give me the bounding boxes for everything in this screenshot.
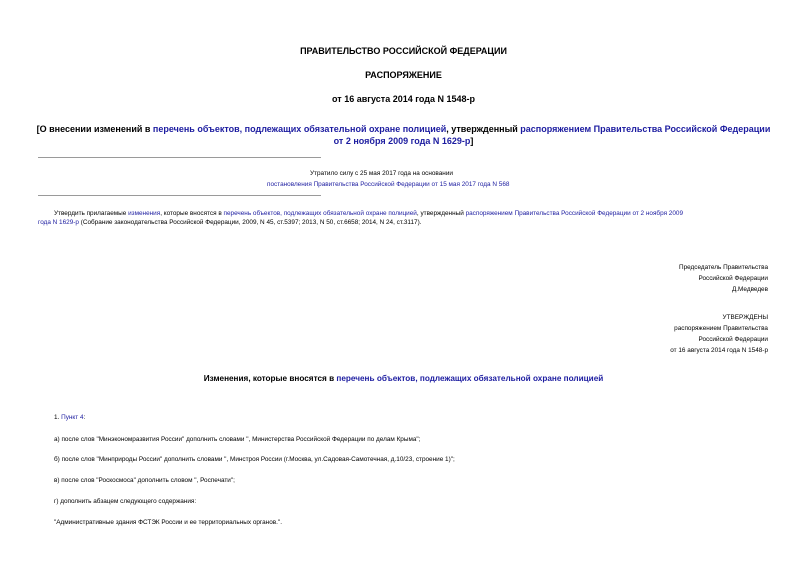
changes-link[interactable]: изменения — [128, 210, 161, 217]
government-heading: ПРАВИТЕЛЬСТВО РОССИЙСКОЙ ФЕДЕРАЦИИ — [300, 46, 507, 56]
changes-heading-link[interactable]: перечень объектов, подлежащих обязательной охране полицией — [336, 374, 604, 383]
paragraph-text-2: , которые вносятся в — [160, 210, 224, 217]
order-link[interactable]: распоряжением Правительства Российской Федерации от 2 ноября 2009 — [465, 210, 684, 217]
item-a: а) после слов "Минэкономразвития России" дополнить словами ", Министерства Российской Федерации по делам Крыма"; — [54, 436, 421, 443]
main-paragraph — [38, 209, 768, 227]
title-line-1 — [0, 123, 807, 135]
object-list-link[interactable]: перечень объектов, подлежащих обязательной охране полицией — [223, 210, 417, 217]
approval-block — [670, 312, 768, 356]
point-4-link[interactable]: Пункт 4 — [61, 414, 84, 421]
approval-line-3: Российской Федерации — [698, 336, 768, 343]
item-b: б) после слов "Минприроды России" дополнить словами ", Минстроя России (г.Москва, ул.Садовая-Самотечная, д.10/23, строение 1)"; — [54, 456, 455, 463]
signature-block — [679, 262, 768, 295]
item-1 — [54, 414, 85, 422]
title-order-link[interactable]: распоряжением Правительства Российской Федерации — [520, 124, 771, 134]
signature-country: Российской Федерации — [698, 275, 768, 282]
item-1-number: 1. — [54, 414, 62, 421]
signature-name: Д.Медведев — [731, 286, 768, 293]
order-number-link[interactable]: года N 1629-р — [38, 219, 79, 226]
item-1-tail: : — [83, 414, 86, 421]
approval-date: от 16 августа 2014 года N 1548-р — [670, 347, 768, 354]
title-prefix: [О внесении изменений в — [36, 124, 153, 134]
title-line-2 — [0, 135, 807, 147]
main-paragraph-line-1 — [38, 209, 768, 218]
document-date-number: от 16 августа 2014 года N 1548-р — [332, 94, 475, 104]
separator-bottom — [38, 195, 321, 196]
approval-line-2: распоряжением Правительства — [674, 325, 768, 332]
main-paragraph-line-2 — [38, 218, 768, 227]
changes-heading — [0, 374, 807, 383]
item-g: г) дополнить абзацем следующего содержания: — [54, 498, 197, 505]
repeal-decree-link[interactable]: постановления Правительства Российской Федерации от 15 мая 2017 года N 568 — [267, 181, 510, 188]
document-title — [0, 123, 807, 147]
document-type: РАСПОРЯЖЕНИЕ — [365, 70, 442, 80]
title-order-date-link[interactable]: от 2 ноября 2009 года N 1629-р — [333, 136, 471, 146]
approval-heading: УТВЕРЖДЕНЫ — [722, 314, 768, 321]
paragraph-text-1: Утвердить прилагаемые — [54, 210, 129, 217]
title-mid: , утвержденный — [446, 124, 521, 134]
paragraph-text-3: , утвержденный — [416, 210, 466, 217]
item-quote: "Административные здания ФСТЭК России и ее территориальных органов.". — [54, 519, 282, 526]
changes-heading-text: Изменения, которые вносятся в — [203, 374, 337, 383]
separator-top — [38, 157, 321, 158]
signature-title: Председатель Правительства — [679, 264, 768, 271]
title-list-link[interactable]: перечень объектов, подлежащих обязательной охране полицией — [152, 124, 447, 134]
repeal-note: Утратило силу с 25 мая 2017 года на основании — [310, 170, 453, 177]
item-v: в) после слов "Роскосмоса" дополнить словом ", Роспечати"; — [54, 477, 235, 484]
title-suffix: ] — [470, 136, 474, 146]
paragraph-text-4: (Собрание законодательства Российской Федерации, 2009, N 45, ст.5397; 2013, N 50, ст.6658; 2014, N 24, ст.3117). — [78, 219, 422, 226]
